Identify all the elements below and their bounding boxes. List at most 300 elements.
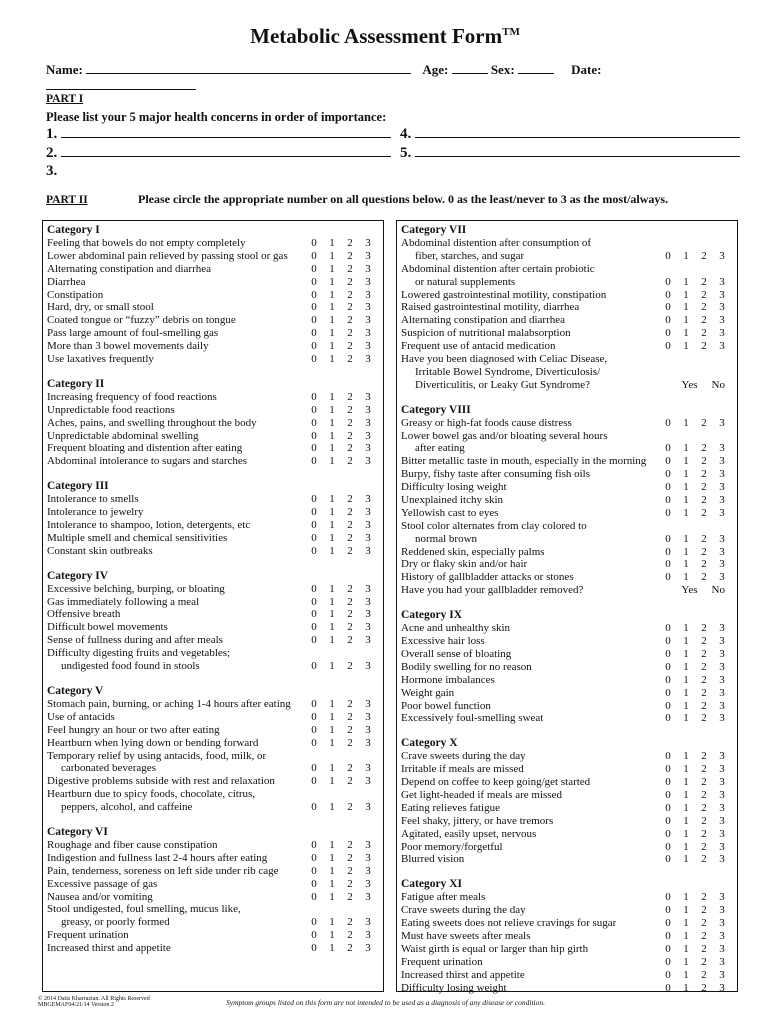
rating-option[interactable]: 3: [719, 340, 725, 353]
rating-option[interactable]: 1: [329, 416, 335, 429]
rating-option[interactable]: 1: [683, 788, 689, 801]
rating-option[interactable]: 2: [701, 314, 707, 327]
rating-option[interactable]: 0: [665, 301, 671, 314]
rating-option[interactable]: 1: [683, 673, 689, 686]
rating-option[interactable]: 1: [683, 981, 689, 994]
rating-option[interactable]: 0: [665, 622, 671, 635]
rating-option[interactable]: 0: [311, 723, 317, 736]
rating-option[interactable]: 0: [665, 917, 671, 930]
rating-option[interactable]: 2: [347, 403, 353, 416]
rating-option[interactable]: 2: [347, 736, 353, 749]
rating-option[interactable]: 1: [683, 340, 689, 353]
rating-option[interactable]: 3: [365, 506, 371, 519]
rating-option[interactable]: 3: [719, 468, 725, 481]
rating-option[interactable]: 2: [347, 340, 353, 353]
rating-option[interactable]: 0: [311, 851, 317, 864]
rating-option[interactable]: 3: [719, 712, 725, 725]
rating-option[interactable]: 1: [329, 340, 335, 353]
rating-option[interactable]: 2: [347, 762, 353, 775]
rating-option[interactable]: 3: [365, 390, 371, 403]
rating-option[interactable]: 2: [701, 917, 707, 930]
rating-option[interactable]: 3: [365, 327, 371, 340]
rating-option[interactable]: 3: [365, 442, 371, 455]
rating-option[interactable]: 2: [347, 353, 353, 366]
rating-option[interactable]: 3: [719, 660, 725, 673]
rating-option[interactable]: 0: [665, 635, 671, 648]
rating-option[interactable]: 1: [683, 699, 689, 712]
rating-option[interactable]: 1: [329, 275, 335, 288]
rating-option[interactable]: 0: [311, 877, 317, 890]
rating-option[interactable]: 3: [365, 660, 371, 673]
rating-option[interactable]: 0: [311, 544, 317, 557]
rating-option[interactable]: 3: [719, 532, 725, 545]
concern-2-field[interactable]: [61, 156, 391, 157]
rating-option[interactable]: 2: [347, 519, 353, 532]
rating-option[interactable]: 0: [311, 838, 317, 851]
rating-option[interactable]: 1: [329, 890, 335, 903]
rating-option[interactable]: 3: [719, 249, 725, 262]
rating-option[interactable]: 2: [347, 801, 353, 814]
rating-option[interactable]: 0: [665, 494, 671, 507]
rating-option[interactable]: 0: [665, 571, 671, 584]
rating-option[interactable]: 2: [701, 532, 707, 545]
rating-option[interactable]: 2: [701, 853, 707, 866]
rating-option[interactable]: 2: [701, 840, 707, 853]
rating-option[interactable]: 1: [329, 710, 335, 723]
rating-option[interactable]: 1: [683, 750, 689, 763]
rating-option[interactable]: 1: [683, 801, 689, 814]
rating-option[interactable]: 2: [701, 712, 707, 725]
rating-option[interactable]: 1: [683, 494, 689, 507]
rating-option[interactable]: 1: [329, 660, 335, 673]
yes-option[interactable]: Yes: [681, 378, 698, 391]
rating-option[interactable]: 2: [347, 288, 353, 301]
rating-option[interactable]: 2: [347, 506, 353, 519]
rating-option[interactable]: 1: [683, 468, 689, 481]
rating-option[interactable]: 0: [665, 468, 671, 481]
rating-option[interactable]: 2: [701, 288, 707, 301]
rating-option[interactable]: 2: [347, 314, 353, 327]
rating-option[interactable]: 0: [311, 942, 317, 955]
rating-option[interactable]: 1: [683, 891, 689, 904]
rating-option[interactable]: 1: [329, 775, 335, 788]
rating-option[interactable]: 1: [683, 647, 689, 660]
rating-option[interactable]: 0: [311, 340, 317, 353]
rating-option[interactable]: 3: [365, 723, 371, 736]
rating-option[interactable]: 1: [329, 288, 335, 301]
rating-option[interactable]: 0: [311, 621, 317, 634]
rating-option[interactable]: 3: [719, 673, 725, 686]
rating-option[interactable]: 3: [719, 904, 725, 917]
rating-option[interactable]: 3: [719, 929, 725, 942]
rating-option[interactable]: 2: [701, 763, 707, 776]
rating-option[interactable]: 1: [329, 455, 335, 468]
rating-option[interactable]: 0: [311, 775, 317, 788]
rating-option[interactable]: 2: [701, 481, 707, 494]
rating-option[interactable]: 1: [683, 763, 689, 776]
rating-option[interactable]: 2: [701, 699, 707, 712]
age-field[interactable]: [452, 73, 488, 74]
rating-option[interactable]: 3: [719, 494, 725, 507]
rating-option[interactable]: 2: [701, 891, 707, 904]
rating-option[interactable]: 2: [347, 429, 353, 442]
rating-option[interactable]: 3: [365, 531, 371, 544]
rating-option[interactable]: 1: [683, 506, 689, 519]
rating-option[interactable]: 1: [329, 327, 335, 340]
rating-option[interactable]: 1: [329, 916, 335, 929]
rating-option[interactable]: 1: [683, 635, 689, 648]
rating-option[interactable]: 3: [365, 608, 371, 621]
rating-option[interactable]: 0: [665, 506, 671, 519]
rating-option[interactable]: 0: [665, 840, 671, 853]
rating-option[interactable]: 0: [665, 827, 671, 840]
rating-option[interactable]: 2: [347, 851, 353, 864]
rating-option[interactable]: 3: [719, 891, 725, 904]
rating-option[interactable]: 0: [665, 801, 671, 814]
rating-option[interactable]: 0: [311, 455, 317, 468]
rating-option[interactable]: 2: [701, 468, 707, 481]
rating-option[interactable]: 0: [311, 890, 317, 903]
rating-option[interactable]: 1: [683, 840, 689, 853]
rating-option[interactable]: 2: [347, 916, 353, 929]
rating-option[interactable]: 1: [683, 917, 689, 930]
rating-option[interactable]: 0: [665, 647, 671, 660]
rating-option[interactable]: 3: [365, 621, 371, 634]
rating-option[interactable]: 1: [683, 327, 689, 340]
rating-option[interactable]: 2: [347, 327, 353, 340]
rating-option[interactable]: 0: [311, 864, 317, 877]
rating-option[interactable]: 2: [701, 929, 707, 942]
rating-option[interactable]: 0: [311, 608, 317, 621]
rating-option[interactable]: 1: [329, 851, 335, 864]
rating-option[interactable]: 0: [665, 455, 671, 468]
rating-option[interactable]: 2: [347, 275, 353, 288]
rating-option[interactable]: 0: [311, 237, 317, 249]
rating-option[interactable]: 3: [719, 545, 725, 558]
rating-option[interactable]: 0: [311, 595, 317, 608]
rating-option[interactable]: 0: [665, 314, 671, 327]
rating-option[interactable]: 3: [719, 288, 725, 301]
rating-option[interactable]: 3: [719, 314, 725, 327]
rating-option[interactable]: 3: [719, 699, 725, 712]
rating-option[interactable]: 3: [719, 750, 725, 763]
rating-option[interactable]: 3: [719, 481, 725, 494]
rating-option[interactable]: 1: [683, 827, 689, 840]
rating-option[interactable]: 0: [311, 327, 317, 340]
rating-option[interactable]: 3: [365, 416, 371, 429]
rating-option[interactable]: 3: [719, 647, 725, 660]
rating-option[interactable]: 1: [329, 249, 335, 262]
rating-option[interactable]: 3: [365, 942, 371, 955]
rating-option[interactable]: 0: [665, 416, 671, 429]
rating-option[interactable]: 1: [329, 736, 335, 749]
rating-option[interactable]: 3: [365, 916, 371, 929]
rating-option[interactable]: 1: [683, 942, 689, 955]
rating-option[interactable]: 0: [665, 442, 671, 455]
rating-option[interactable]: 1: [683, 853, 689, 866]
rating-option[interactable]: 0: [311, 506, 317, 519]
rating-option[interactable]: 1: [329, 723, 335, 736]
rating-option[interactable]: 1: [683, 288, 689, 301]
rating-option[interactable]: 1: [329, 493, 335, 506]
rating-option[interactable]: 0: [311, 929, 317, 942]
concern-4-field[interactable]: [415, 137, 740, 138]
rating-option[interactable]: 0: [311, 634, 317, 647]
rating-option[interactable]: 3: [719, 776, 725, 789]
rating-option[interactable]: 3: [365, 890, 371, 903]
rating-option[interactable]: 1: [329, 621, 335, 634]
rating-option[interactable]: 2: [347, 301, 353, 314]
rating-option[interactable]: 0: [665, 853, 671, 866]
rating-option[interactable]: 3: [719, 801, 725, 814]
rating-option[interactable]: 3: [719, 917, 725, 930]
rating-option[interactable]: 1: [329, 519, 335, 532]
rating-option[interactable]: 3: [365, 710, 371, 723]
rating-option[interactable]: 3: [719, 455, 725, 468]
rating-option[interactable]: 0: [665, 904, 671, 917]
rating-option[interactable]: 0: [311, 288, 317, 301]
rating-option[interactable]: 1: [683, 622, 689, 635]
rating-option[interactable]: 0: [311, 697, 317, 710]
rating-option[interactable]: 1: [683, 558, 689, 571]
rating-option[interactable]: 1: [329, 237, 335, 249]
rating-option[interactable]: 3: [365, 301, 371, 314]
rating-option[interactable]: 3: [719, 686, 725, 699]
rating-option[interactable]: 1: [329, 608, 335, 621]
rating-option[interactable]: 0: [311, 660, 317, 673]
rating-option[interactable]: 1: [329, 429, 335, 442]
rating-option[interactable]: 2: [701, 776, 707, 789]
rating-option[interactable]: 2: [347, 455, 353, 468]
rating-option[interactable]: 2: [701, 301, 707, 314]
rating-option[interactable]: 3: [719, 327, 725, 340]
rating-option[interactable]: 2: [347, 723, 353, 736]
rating-option[interactable]: 0: [665, 699, 671, 712]
rating-option[interactable]: 3: [719, 840, 725, 853]
rating-option[interactable]: 0: [665, 968, 671, 981]
rating-option[interactable]: 3: [719, 301, 725, 314]
rating-option[interactable]: 2: [347, 237, 353, 249]
rating-option[interactable]: 2: [701, 635, 707, 648]
rating-option[interactable]: 0: [311, 314, 317, 327]
rating-option[interactable]: 1: [683, 968, 689, 981]
rating-option[interactable]: 0: [665, 249, 671, 262]
rating-option[interactable]: 1: [329, 762, 335, 775]
rating-option[interactable]: 2: [701, 455, 707, 468]
rating-option[interactable]: 1: [329, 864, 335, 877]
date-field[interactable]: [46, 89, 196, 90]
rating-option[interactable]: 0: [665, 558, 671, 571]
rating-option[interactable]: 1: [329, 595, 335, 608]
rating-option[interactable]: 2: [347, 942, 353, 955]
yes-option[interactable]: Yes: [681, 584, 698, 597]
rating-option[interactable]: 0: [311, 710, 317, 723]
rating-option[interactable]: 1: [683, 301, 689, 314]
rating-option[interactable]: 0: [665, 763, 671, 776]
rating-option[interactable]: 1: [683, 776, 689, 789]
rating-option[interactable]: 3: [719, 558, 725, 571]
rating-option[interactable]: 2: [347, 544, 353, 557]
concern-1-field[interactable]: [61, 137, 391, 138]
rating-option[interactable]: 3: [365, 314, 371, 327]
rating-option[interactable]: 0: [665, 673, 671, 686]
rating-option[interactable]: 0: [311, 403, 317, 416]
rating-option[interactable]: 1: [329, 506, 335, 519]
rating-option[interactable]: 1: [329, 582, 335, 595]
rating-option[interactable]: 0: [311, 531, 317, 544]
rating-option[interactable]: 0: [311, 275, 317, 288]
rating-option[interactable]: 2: [347, 838, 353, 851]
rating-option[interactable]: 3: [365, 775, 371, 788]
rating-option[interactable]: 2: [347, 249, 353, 262]
rating-option[interactable]: 2: [701, 673, 707, 686]
rating-option[interactable]: 1: [683, 442, 689, 455]
rating-option[interactable]: 0: [665, 545, 671, 558]
rating-option[interactable]: 2: [347, 697, 353, 710]
rating-option[interactable]: 2: [347, 710, 353, 723]
rating-option[interactable]: 2: [701, 340, 707, 353]
rating-option[interactable]: 2: [701, 814, 707, 827]
rating-option[interactable]: 2: [701, 442, 707, 455]
rating-option[interactable]: 1: [329, 390, 335, 403]
rating-option[interactable]: 1: [329, 314, 335, 327]
rating-option[interactable]: 1: [683, 481, 689, 494]
rating-option[interactable]: 3: [719, 275, 725, 288]
rating-option[interactable]: 0: [665, 481, 671, 494]
rating-option[interactable]: 1: [683, 904, 689, 917]
rating-option[interactable]: 2: [701, 801, 707, 814]
rating-option[interactable]: 3: [719, 788, 725, 801]
rating-option[interactable]: 3: [365, 237, 371, 249]
rating-option[interactable]: 3: [719, 955, 725, 968]
rating-option[interactable]: 2: [701, 955, 707, 968]
rating-option[interactable]: 1: [329, 801, 335, 814]
rating-option[interactable]: 2: [347, 775, 353, 788]
rating-option[interactable]: 3: [719, 853, 725, 866]
rating-option[interactable]: 3: [365, 493, 371, 506]
rating-option[interactable]: 2: [701, 968, 707, 981]
rating-option[interactable]: 3: [365, 838, 371, 851]
rating-option[interactable]: 0: [665, 788, 671, 801]
rating-option[interactable]: 3: [719, 622, 725, 635]
rating-option[interactable]: 3: [719, 571, 725, 584]
concern-5-field[interactable]: [415, 156, 740, 157]
rating-option[interactable]: 0: [311, 416, 317, 429]
rating-option[interactable]: 3: [365, 249, 371, 262]
rating-option[interactable]: 1: [329, 262, 335, 275]
rating-option[interactable]: 1: [329, 353, 335, 366]
rating-option[interactable]: 2: [701, 571, 707, 584]
rating-option[interactable]: 0: [311, 262, 317, 275]
rating-option[interactable]: 1: [683, 545, 689, 558]
rating-option[interactable]: 1: [683, 532, 689, 545]
rating-option[interactable]: 3: [365, 544, 371, 557]
rating-option[interactable]: 2: [701, 647, 707, 660]
rating-option[interactable]: 2: [347, 864, 353, 877]
rating-option[interactable]: 3: [365, 595, 371, 608]
rating-option[interactable]: 0: [311, 493, 317, 506]
rating-option[interactable]: 3: [719, 814, 725, 827]
rating-option[interactable]: 3: [719, 968, 725, 981]
rating-option[interactable]: 1: [329, 301, 335, 314]
rating-option[interactable]: 2: [701, 942, 707, 955]
rating-option[interactable]: 1: [683, 660, 689, 673]
rating-option[interactable]: 0: [665, 686, 671, 699]
rating-option[interactable]: 2: [701, 660, 707, 673]
rating-option[interactable]: 0: [311, 916, 317, 929]
rating-option[interactable]: 0: [665, 776, 671, 789]
rating-option[interactable]: 2: [347, 390, 353, 403]
rating-option[interactable]: 1: [683, 314, 689, 327]
rating-option[interactable]: 2: [701, 327, 707, 340]
rating-option[interactable]: 2: [347, 416, 353, 429]
rating-option[interactable]: 1: [329, 634, 335, 647]
rating-option[interactable]: 3: [365, 762, 371, 775]
rating-option[interactable]: 2: [701, 750, 707, 763]
rating-option[interactable]: 3: [365, 634, 371, 647]
rating-option[interactable]: 0: [311, 442, 317, 455]
rating-option[interactable]: 2: [347, 660, 353, 673]
rating-option[interactable]: 1: [683, 686, 689, 699]
rating-option[interactable]: 2: [701, 275, 707, 288]
rating-option[interactable]: 1: [329, 544, 335, 557]
rating-option[interactable]: 3: [365, 353, 371, 366]
rating-option[interactable]: 0: [665, 955, 671, 968]
rating-option[interactable]: 2: [701, 506, 707, 519]
rating-option[interactable]: 2: [347, 890, 353, 903]
rating-option[interactable]: 3: [365, 929, 371, 942]
rating-option[interactable]: 2: [701, 686, 707, 699]
rating-option[interactable]: 2: [347, 493, 353, 506]
rating-option[interactable]: 2: [701, 622, 707, 635]
rating-option[interactable]: 1: [683, 416, 689, 429]
sex-field[interactable]: [518, 73, 554, 74]
rating-option[interactable]: 3: [365, 455, 371, 468]
rating-option[interactable]: 2: [347, 531, 353, 544]
rating-option[interactable]: 0: [311, 301, 317, 314]
rating-option[interactable]: 2: [347, 608, 353, 621]
rating-option[interactable]: 2: [701, 416, 707, 429]
rating-option[interactable]: 1: [329, 531, 335, 544]
rating-option[interactable]: 0: [665, 891, 671, 904]
rating-option[interactable]: 3: [719, 635, 725, 648]
rating-option[interactable]: 1: [329, 442, 335, 455]
rating-option[interactable]: 3: [365, 403, 371, 416]
rating-option[interactable]: 2: [347, 442, 353, 455]
rating-option[interactable]: 1: [683, 571, 689, 584]
rating-option[interactable]: 1: [329, 403, 335, 416]
rating-option[interactable]: 2: [701, 558, 707, 571]
rating-option[interactable]: 0: [311, 429, 317, 442]
rating-option[interactable]: 2: [701, 981, 707, 994]
rating-option[interactable]: 2: [347, 929, 353, 942]
rating-option[interactable]: 2: [347, 582, 353, 595]
rating-option[interactable]: 0: [311, 582, 317, 595]
rating-option[interactable]: 1: [683, 275, 689, 288]
rating-option[interactable]: 0: [665, 981, 671, 994]
rating-option[interactable]: 3: [719, 442, 725, 455]
rating-option[interactable]: 0: [665, 275, 671, 288]
rating-option[interactable]: 3: [365, 851, 371, 864]
rating-option[interactable]: 0: [311, 762, 317, 775]
rating-option[interactable]: 3: [365, 582, 371, 595]
rating-option[interactable]: 3: [719, 981, 725, 994]
rating-option[interactable]: 2: [701, 545, 707, 558]
rating-option[interactable]: 0: [311, 249, 317, 262]
rating-option[interactable]: 3: [365, 288, 371, 301]
name-field[interactable]: [86, 73, 411, 74]
rating-option[interactable]: 0: [665, 929, 671, 942]
